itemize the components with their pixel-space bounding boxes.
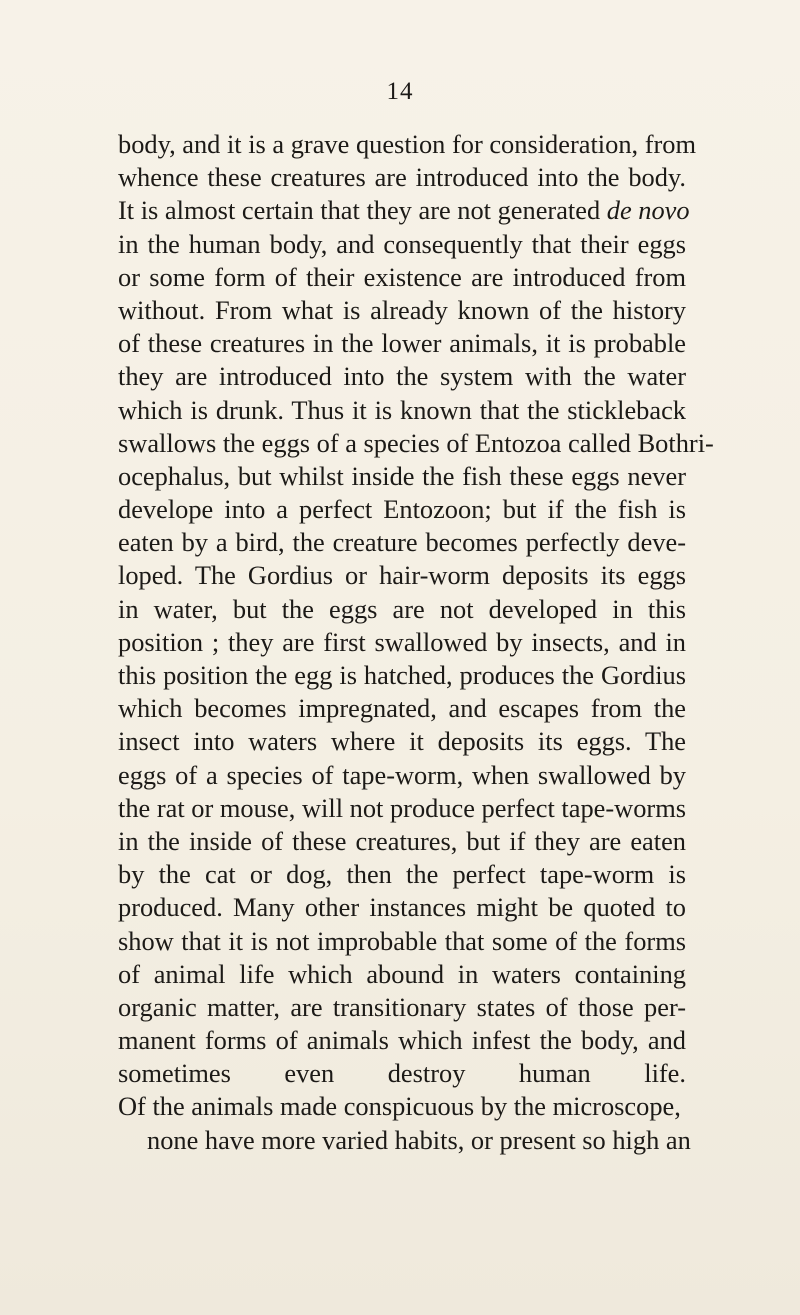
text-line: in the human body, and consequently that their eggs: [118, 228, 686, 259]
body-text: [118, 128, 714, 1190]
text-line: Of the animals made conspicuous by the microscope,: [118, 1091, 681, 1122]
page-number: 14: [386, 78, 414, 105]
text-line: develope into a perfect Entozoon; but if the fish is: [118, 494, 686, 525]
text-line: in the inside of these creatures, but if they are eaten: [118, 825, 686, 856]
text-line: body, and it is a grave question for consideration, from: [118, 129, 697, 159]
text-line: manent forms of animals which infest the body, and: [118, 1025, 686, 1056]
text-line: in water, but the eggs are not developed in this: [118, 593, 686, 624]
text-span: It is almost certain that they are not generated: [118, 195, 601, 226]
text-line: whence these creatures are introduced into the body.: [118, 162, 686, 193]
text-line: swallows the eggs of a species of Entozoa called Bothri-: [118, 427, 714, 458]
text-line: [118, 194, 690, 227]
text-line: they are introduced into the system with the water: [118, 361, 686, 392]
text-line: loped. The Gordius or hair-worm deposits its eggs: [118, 560, 686, 591]
text-line: show that it is not improbable that some of the forms: [118, 925, 686, 956]
italic-phrase: de novo: [606, 195, 690, 226]
text-line: [118, 1157, 686, 1190]
text-line: which is drunk. Thus it is known that the stickleback: [118, 394, 686, 425]
text-line: insect into waters where it deposits its eggs. The: [118, 726, 686, 757]
text-line: without. From what is already known of the history: [118, 294, 686, 325]
text-line: none have more varied habits, or present so high an: [147, 1124, 691, 1155]
text-line: of animal life which abound in waters containing: [118, 958, 686, 989]
text-line: this position the egg is hatched, produces the Gordius: [118, 660, 686, 690]
text-line: the rat or mouse, will not produce perfect tape-worms: [118, 792, 686, 823]
text-line: or some form of their existence are introduced from: [118, 261, 686, 292]
text-line: position ; they are first swallowed by insects, and in: [118, 626, 686, 657]
text-line: of these creatures in the lower animals, it is probable: [118, 328, 686, 359]
text-line: organic matter, are transitionary states of those per-: [118, 991, 686, 1022]
text-line: eggs of a species of tape-worm, when swallowed by: [118, 759, 686, 790]
text-line: sometimes even destroy human life.: [118, 1058, 686, 1089]
text-line: which becomes impregnated, and escapes from the: [118, 693, 686, 724]
text-line: produced. Many other instances might be quoted to: [118, 892, 686, 923]
text-line: ocephalus, but whilst inside the fish these eggs never: [118, 460, 686, 491]
text-line: eaten by a bird, the creature becomes perfectly deve-: [118, 527, 686, 558]
text-line: by the cat or dog, then the perfect tape-worm is: [118, 859, 686, 890]
